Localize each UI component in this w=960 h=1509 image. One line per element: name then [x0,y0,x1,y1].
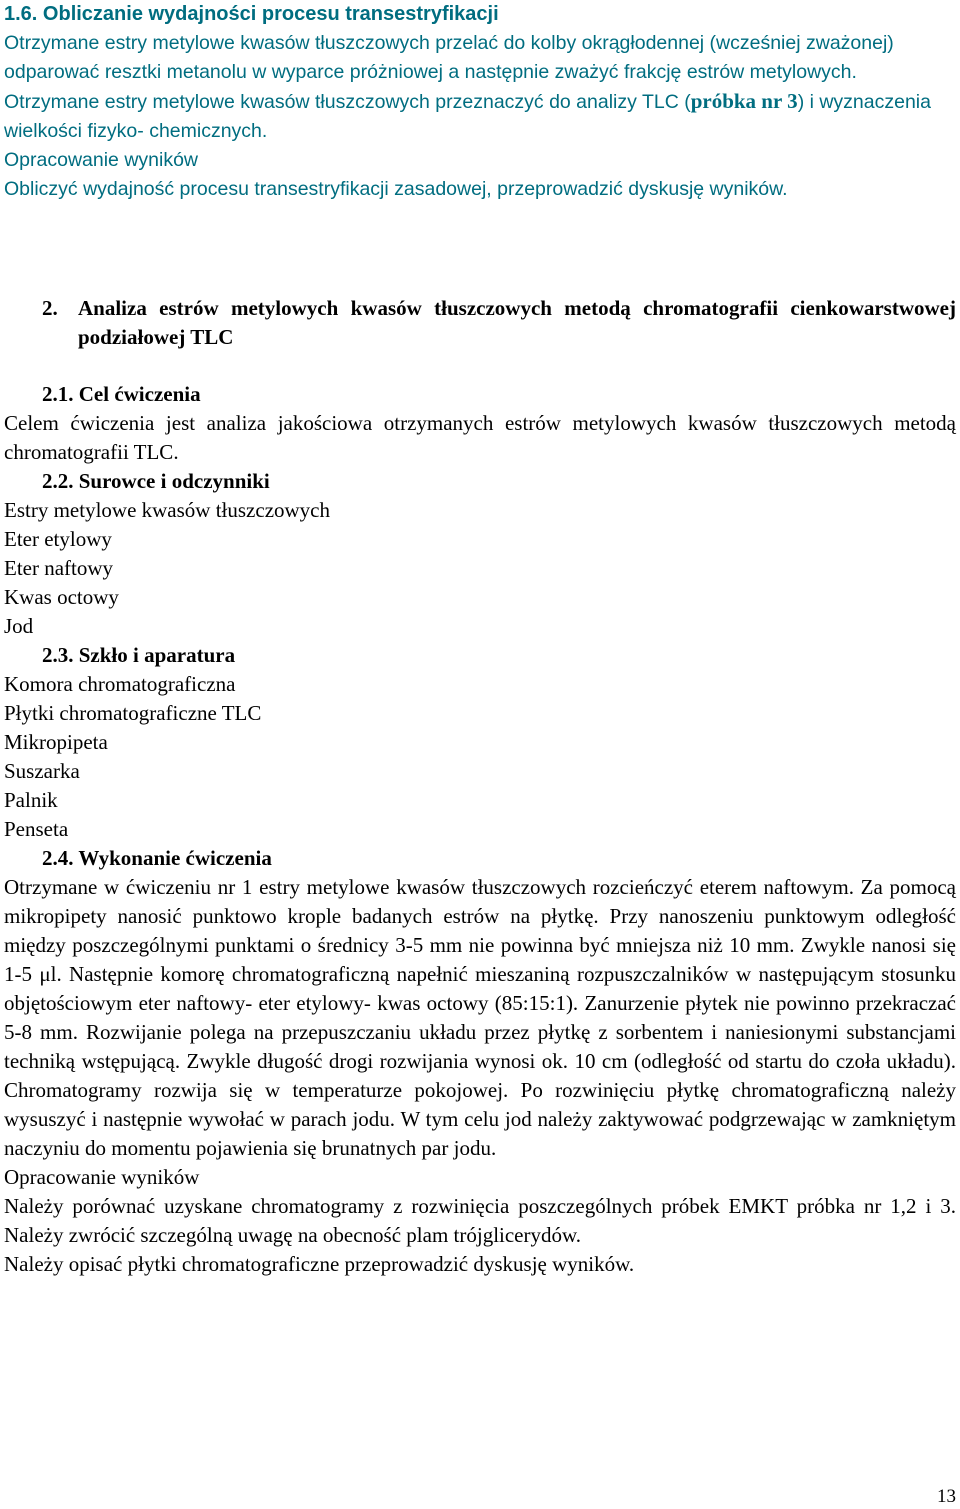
reagent-item: Eter naftowy [4,556,114,580]
section-2-title: Analiza estrów metylowych kwasów tłuszczowych metodą chromatografii cienkowarstwowej podziałowej TLC [78,296,956,349]
section-2-1-heading: 2.1. Cel ćwiczenia [42,382,201,406]
section-1-6-results-text: Obliczyć wydajność procesu transestryfikacji zasadowej, przeprowadzić dyskusję wyników. [4,178,788,200]
section-2-number: 2. [42,296,58,320]
section-2-heading [4,294,956,352]
equipment-item: Penseta [4,817,69,841]
section-1-6-results-heading: Opracowanie wyników [4,149,199,171]
page-number: 13 [937,1486,956,1507]
paragraph-2-start: Otrzymane estry metylowe kwasów tłuszczowych przeznaczyć do analizy TLC ( [4,91,691,113]
equipment-item: Płytki chromatograficzne TLC [4,701,262,725]
sample-number-bold: próbka nr 3 [690,89,798,113]
section-2-4-results-text-2: Należy opisać płytki chromatograficzne przeprowadzić dyskusję wyników. [4,1252,635,1276]
paragraph-2-end: ) i wyznaczenia wielkości fizyko- chemicznych. [4,91,931,142]
section-1-6-heading: 1.6. Obliczanie wydajności procesu transestryfikacji [4,3,499,25]
equipment-item: Komora chromatograficzna [4,672,236,696]
reagent-item: Kwas octowy [4,585,119,609]
section-1-6-paragraph-2 [4,87,956,146]
reagent-item: Estry metylowe kwasów tłuszczowych [4,498,331,522]
section-1-6-paragraph-1: Otrzymane estry metylowe kwasów tłuszczowych przelać do kolby okrągłodennej (wcześniej zważonej) odparować resztki metanolu w wyparce próżniowej a następnie zważyć frakcję estrów metylowych. [4,32,894,83]
reagent-item: Eter etylowy [4,527,112,551]
equipment-item: Suszarka [4,759,80,783]
section-2-3-heading: 2.3. Szkło i aparatura [42,643,236,667]
section-2-2-heading: 2.2. Surowce i odczynniki [42,469,270,493]
reagent-item: Jod [4,614,34,638]
section-2-4-results-text-1: Należy porównać uzyskane chromatogramy z rozwinięcia poszczególnych próbek EMKT próbka nr 1,2 i 3. Należy zwrócić szczególną uwagę na obecność plam trójglicerydów. [4,1194,956,1247]
section-2-4-results-heading: Opracowanie wyników [4,1165,200,1189]
section-2-1-text: Celem ćwiczenia jest analiza jakościowa otrzymanych estrów metylowych kwasów tłuszczowych metodą chromatografii TLC. [4,411,956,464]
equipment-item: Mikropipeta [4,730,108,754]
section-2-4-procedure-text: Otrzymane w ćwiczeniu nr 1 estry metylowe kwasów tłuszczowych rozcieńczyć eterem naftowym. Za pomocą mikropipety nanosić punktowo krople badanych estrów na płytkę. Przy nanoszeniu punktowym odległość między poszczególnymi punktami o średnicy 3-5 mm nie powinna być mniejsza niż 10 mm. Zwykle nanosi się 1-5 μl. Następnie komorę chromatograficzną napełnić mieszaniną rozpuszczalników w następującym stosunku objętościowym eter naftowy- eter etylowy- kwas octowy (85:15:1). Zanurzenie płytek nie powinno przekraczać 5-8 mm. Rozwijanie polega na przepuszczaniu układu przez płytkę z sorbentem i naniesionymi substancjami techniką wstępującą. Zwykle długość drogi rozwijania wynosi ok. 10 cm (odległość od startu do czoła układu). Chromatogramy rozwija się w temperaturze pokojowej. Po rozwinięciu płytkę chromatograficzną należy wysuszyć i następnie wywołać w parach jodu. W tym celu jod należy zaktywować podgrzewając w zamkniętym naczyniu do momentu pojawienia się brunatnych par jodu. [4,875,956,1160]
section-2-4-heading: 2.4. Wykonanie ćwiczenia [42,846,272,870]
equipment-item: Palnik [4,788,58,812]
